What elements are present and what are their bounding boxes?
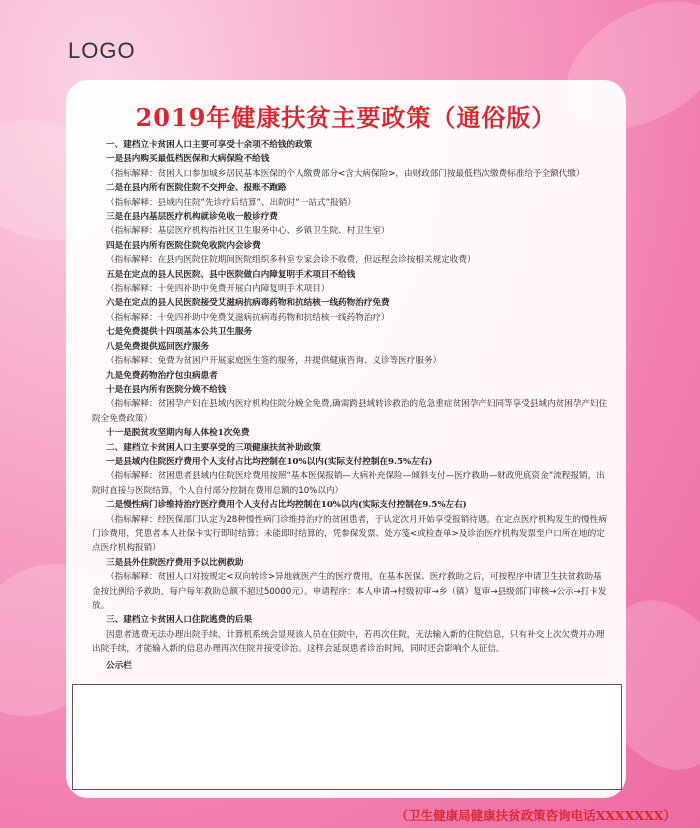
policy-item: 二是慢性病门诊维持治疗医疗费用个人支付占比均控制在10%以内(实际支付控制在9.5%左右) <box>106 500 467 511</box>
policy-panel <box>66 80 626 798</box>
section-heading: 一、建档立卡贫困人口主要可享受十余项不给钱的政策 <box>106 140 313 150</box>
footer-hotline: （卫生健康局健康扶贫政策咨询电话XXXXXXX） <box>395 808 676 823</box>
section-heading: 二、建档立卡贫困人口主要享受的三项健康扶贫补助政策 <box>106 442 321 453</box>
policy-explanation: （指标解释：十免四补助中免费开展白内障复明手术项目） <box>106 284 330 295</box>
policy-item: 一是县域内住院医疗费用个人支付占比均控制在10%以内(实际支付控制在9.5%左右) <box>106 456 433 467</box>
policy-item: 九是免费药物治疗包虫病患者 <box>106 370 218 381</box>
policy-item: 十一是脱贫攻坚期内每人体检1次免费 <box>106 428 250 439</box>
policy-item: 七是免费提供十四项基本公共卫生服务 <box>106 327 253 338</box>
notice-label: 公示栏 <box>106 660 132 671</box>
policy-explanation: （指标解释：贫困人口参加城乡居民基本医保的个人缴费部分<含大病保险>，由财政部门按最低档次缴费标准给予全额代缴） <box>106 168 585 179</box>
policy-item: 八是免费提供巡回医疗服务 <box>106 341 210 352</box>
policy-explanation: （指标解释：贫困患者县域内住院医疗费用按照“基本医保报销—大病补充保险—倾斜支付—医疗救助—财政兜底资金”流程报销，出院时直接与医院结算，个人自付部分控制在费用总额的10%以内） <box>92 471 605 496</box>
policy-item: 五是在定点的县人民医院、县中医院做白内障复明手术项目不给钱 <box>106 269 356 280</box>
policy-item: 二是在县内所有医院住院不交押金、报账不跑路 <box>106 183 287 194</box>
policy-explanation: （指标解释：免费为贫困户开展家庭医生签约服务，并提供健康咨询、义诊等医疗服务） <box>106 356 442 367</box>
policy-item: 四是在县内所有医院住院免收院内会诊费 <box>106 240 261 251</box>
policy-item: 三是在县内基层医疗机构就诊免收一般诊疗费 <box>106 212 278 223</box>
policy-explanation: （指标解释：在县内医院住院期间医院组织多科室专家会诊不收费，但远程会诊按相关规定收费） <box>106 255 476 266</box>
notice-board <box>72 684 622 790</box>
policy-item: 一是县内购买最低档医保和大病保险不给钱 <box>106 154 270 165</box>
policy-explanation: 因患者逃费无法办理出院手续，计算机系统会显现该人员在住院中，若再次住院，无法输入新的住院信息，只有补交上次欠费并办理出院手续，才能输入新的信息办理再次住院并接受诊治。这样会延误患者诊治时间，同时还会影响个人征信。 <box>92 629 605 655</box>
policy-explanation: （指标解释：十免四补助中免费艾滋病抗病毒药物和抗结核一线药物治疗） <box>106 312 390 323</box>
policy-item: 三是县外住院医疗费用予以比例救助 <box>106 557 244 568</box>
policy-explanation: （指标解释：基层医疗机构指社区卫生服务中心、乡镇卫生院、村卫生室） <box>106 226 390 237</box>
policy-explanation: （指标解释：贫困人口对按规定<双向转诊>异地就医产生的医疗费用，在基本医保、医疗救助之后，可按程序申请卫生扶贫救助基金按比例给予救助，每户每年救助总额不超过50000元）。申请程序：本人申请→村级初审→乡（镇）复审→县级部门审核→公示→打卡发放。 <box>92 572 607 611</box>
policy-explanation: （指标解释：贫困孕产妇在县域内医疗机构住院分娩全免费,确需跨县域转诊救治的危急重症贫困孕产妇同等享受县域内贫困孕产妇住院全免费政策） <box>92 399 608 424</box>
policy-explanation: （指标解释：县域内住院“先诊疗后结算”、出院时“一站式”报销） <box>106 197 356 208</box>
policy-item: 十是在县内所有医院分娩不给钱 <box>106 384 227 395</box>
section-heading: 三、建档立卡贫困人口住院逃费的后果 <box>106 615 253 626</box>
policy-item: 六是在定点的县人民医院接受艾滋病抗病毒药物和抗结核一线药物治疗免费 <box>106 298 390 309</box>
logo: LOGO <box>68 38 136 63</box>
policy-explanation: （指标解释：经医保部门认定为28种慢性病门诊维持治疗的贫困患者，于认定次月开始享受报销待遇。在定点医疗机构发生的慢性病门诊费用，凭患者本人社保卡实行即时结算；未能即时结算的，凭参保发票、处方笺<或检查单>及诊治医疗机构发票至户口所在地的定点医疗机构报销） <box>92 514 607 554</box>
page-title: 2019年健康扶贫主要政策（通俗版） <box>135 103 557 132</box>
policy-content <box>92 138 608 673</box>
